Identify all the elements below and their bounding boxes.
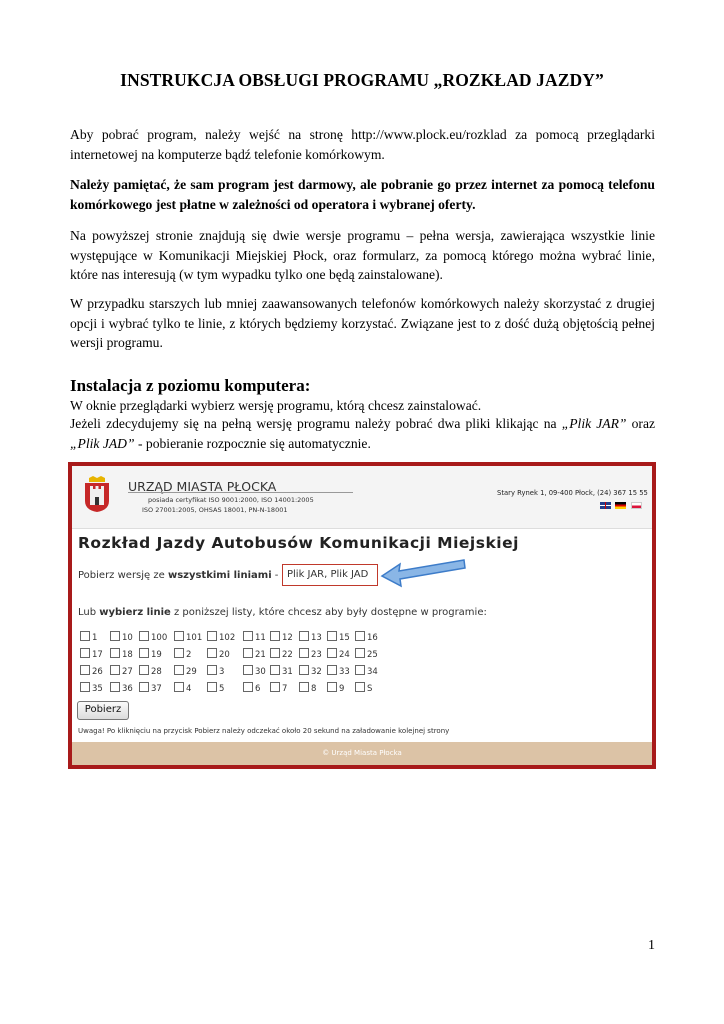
text-part: z poniższej listy, które chcesz aby były dostępne w programie: — [170, 607, 487, 618]
line-checkbox[interactable]: 11 — [243, 631, 266, 643]
text-part: oraz — [626, 416, 656, 431]
line-checkbox[interactable]: 3 — [207, 665, 224, 677]
paragraph-choose-version: W oknie przeglądarki wybierz wersję programu, którą chcesz zainstalować. — [70, 398, 482, 413]
paragraph-versions: Na powyższej stronie znajdują się dwie wersje programu – pełna wersja, zawierająca wszystkie linie występujące w Komunikacji Miejskiej Płock, oraz formularz, za pomocą którego można wybrać linie, które nas interesują (w tym wypadku tylko one będą zainstalowane). — [70, 228, 655, 282]
line-checkbox[interactable]: 5 — [207, 682, 224, 694]
header-divider — [128, 492, 353, 493]
line-checkbox[interactable]: 32 — [299, 665, 322, 677]
text-part-bold: wybierz linie — [99, 607, 171, 618]
line-checkbox[interactable]: 15 — [327, 631, 350, 643]
download-links-highlight[interactable]: Plik JAR, Plik JAD — [282, 564, 378, 586]
paragraph-download-url: Aby pobrać program, należy wejść na stronę http://www.plock.eu/rozklad za pomocą przeglądarki internetowej na komputerze bądź telefonie komórkowym. — [70, 127, 655, 162]
line-checkbox[interactable]: 100 — [139, 631, 167, 643]
line-checkbox[interactable]: 27 — [110, 665, 133, 677]
paragraph-cost-warning: Należy pamiętać, że sam program jest darmowy, ale pobranie go przez internet za pomocą telefonu komórkowego jest płatne w zależności od operatora i wybranej oferty. — [70, 177, 655, 212]
line-checkbox[interactable]: 21 — [243, 648, 266, 660]
line-checkbox[interactable]: 16 — [355, 631, 378, 643]
line-checkbox[interactable]: 7 — [270, 682, 287, 694]
polish-flag-icon[interactable] — [631, 502, 642, 509]
pointer-arrow-icon — [378, 552, 468, 588]
line-checkbox[interactable]: S — [355, 682, 372, 694]
line-checkbox[interactable]: 9 — [327, 682, 344, 694]
line-checkbox[interactable]: 13 — [299, 631, 322, 643]
text-part: Lub — [78, 607, 100, 618]
paragraph-full-version — [70, 414, 655, 453]
line-checkbox[interactable]: 35 — [80, 682, 103, 694]
text-part-bold: wszystkimi liniami — [167, 570, 272, 581]
page-number: 1 — [648, 938, 655, 953]
plik-jar-quote: „Plik JAR” — [561, 416, 627, 431]
text-part: - pobieranie rozpocznie się automatycznie. — [134, 435, 371, 451]
line-checkbox[interactable]: 25 — [355, 648, 378, 660]
line-checkbox[interactable]: 18 — [110, 648, 133, 660]
line-checkbox[interactable]: 19 — [139, 648, 162, 660]
line-checkbox[interactable]: 101 — [174, 631, 202, 643]
plik-jad-quote: „Plik JAD” — [70, 435, 135, 451]
certificate-line-2: ISO 27001:2005, OHSAS 18001, PN-N-18001 — [142, 506, 288, 514]
line-checkbox[interactable]: 28 — [139, 665, 162, 677]
line-checkbox[interactable]: 24 — [327, 648, 350, 660]
certificate-line-1: posiada certyfikat ISO 9001:2000, ISO 14001:2005 — [148, 496, 314, 504]
line-checkbox[interactable]: 12 — [270, 631, 293, 643]
line-checkbox[interactable]: 6 — [243, 682, 260, 694]
line-checkbox[interactable]: 17 — [80, 648, 103, 660]
pobierz-button[interactable]: Pobierz — [77, 701, 129, 720]
website-footer: © Urząd Miasta Płocka — [72, 742, 652, 765]
text-part: Pobierz wersję ze — [78, 570, 168, 581]
download-all-line — [78, 570, 278, 581]
paragraph-older-phones: W przypadku starszych lub mniej zaawansowanych telefonów komórkowych należy skorzystać z drugiej opcji i wybrać tylko te linie, z których będziemy korzystać. Związane jest to z dość dużą objętością pełnej wersji programu. — [70, 296, 655, 350]
plock-crest-icon — [84, 475, 110, 513]
uk-flag-icon[interactable] — [600, 502, 611, 509]
embedded-website-screenshot — [68, 462, 656, 769]
website-header — [72, 466, 652, 529]
line-checkbox[interactable]: 1 — [80, 631, 97, 643]
website-frame — [72, 466, 652, 765]
line-checkbox[interactable]: 23 — [299, 648, 322, 660]
line-checkbox[interactable]: 37 — [139, 682, 162, 694]
section-heading-computer: Instalacja z poziomu komputera: — [70, 376, 311, 395]
document-title: INSTRUKCJA OBSŁUGI PROGRAMU „ROZKŁAD JAZDY” — [120, 70, 604, 90]
app-title: Rozkład Jazdy Autobusów Komunikacji Miejskiej — [78, 534, 519, 552]
line-checkbox[interactable]: 102 — [207, 631, 235, 643]
text-part: Jeżeli zdecydujemy się na pełną wersję programu należy pobrać dwa pliki klikając na — [70, 416, 562, 431]
line-checkbox[interactable]: 36 — [110, 682, 133, 694]
org-name: URZĄD MIASTA PŁOCKA — [128, 479, 277, 494]
line-checkbox[interactable]: 31 — [270, 665, 293, 677]
line-checkbox[interactable]: 29 — [174, 665, 197, 677]
line-checkbox[interactable]: 10 — [110, 631, 133, 643]
address: Stary Rynek 1, 09-400 Płock, (24) 367 15 55 — [497, 489, 648, 497]
line-checkbox[interactable]: 33 — [327, 665, 350, 677]
line-checkbox[interactable]: 8 — [299, 682, 316, 694]
line-checkbox[interactable]: 4 — [174, 682, 191, 694]
line-checkbox[interactable]: 34 — [355, 665, 378, 677]
german-flag-icon[interactable] — [615, 502, 626, 509]
line-checkbox[interactable]: 30 — [243, 665, 266, 677]
line-checkbox[interactable]: 22 — [270, 648, 293, 660]
text-part: - — [271, 570, 279, 581]
line-checkbox[interactable]: 2 — [174, 648, 191, 660]
select-lines-line — [78, 607, 487, 618]
line-checkbox[interactable]: 26 — [80, 665, 103, 677]
line-checkbox[interactable]: 20 — [207, 648, 230, 660]
wait-notice: Uwaga! Po kliknięciu na przycisk Pobierz należy odczekać około 20 sekund na załadowanie kolejnej strony — [78, 727, 450, 735]
